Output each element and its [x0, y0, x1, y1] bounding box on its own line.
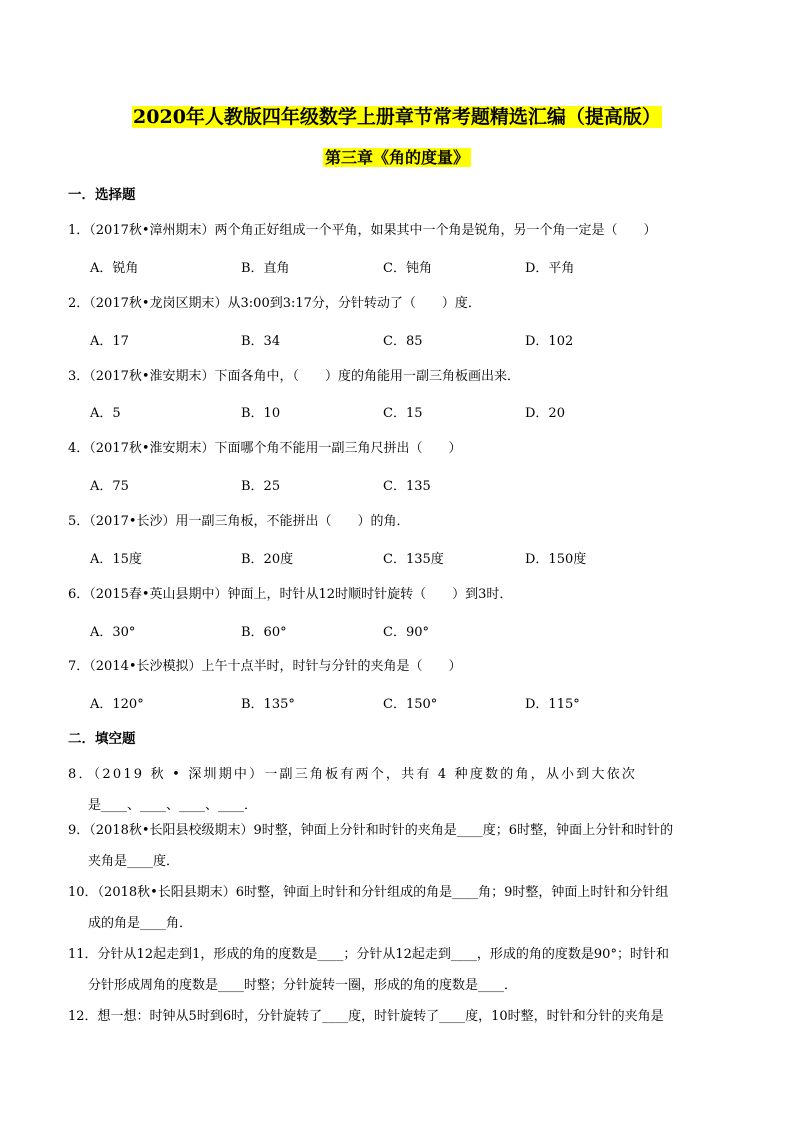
question-3-option-b: B．10 — [241, 406, 281, 421]
question-2-option-a: A．17 — [90, 334, 129, 349]
question-8-line-1: 8．（2019 秋 • 深圳期中）一副三角板有两个，共有 4 种度数的角，从小到大依次 — [68, 767, 638, 782]
question-7-option-b: B．135° — [241, 697, 295, 712]
question-4: 4．（2017秋•淮安期末）下面哪个角不能用一副三角尺拼出（ ） — [68, 441, 462, 456]
question-11-line-1: 11．分针从12起走到1，形成的角的度数是____；分针从12起走到____，形成的角的度数是90°；时针和 — [68, 947, 669, 962]
question-4-option-b: B．25 — [241, 479, 281, 494]
question-3-option-c: C．15 — [383, 406, 423, 421]
section-heading-fill: 二．填空题 — [68, 731, 136, 747]
question-5-option-c: C．135度 — [383, 552, 444, 567]
question-6-option-c: C．90° — [383, 625, 429, 640]
question-1-option-c: C．钝角 — [383, 261, 432, 276]
question-5-option-b: B．20度 — [241, 552, 294, 567]
question-10-line-1: 10．（2018秋•长阳县期末）6时整，钟面上时针和分针组成的角是____角；9时整，钟面上时针和分针组 — [68, 885, 669, 900]
question-9-line-1: 9．（2018秋•长阳县校级期末）9时整，钟面上分针和时针的夹角是____度；6时整，钟面上分针和时针的 — [68, 823, 674, 838]
chapter-title — [0, 147, 794, 169]
question-5-option-a: A．15度 — [90, 552, 142, 567]
document-title — [0, 104, 794, 130]
question-6: 6．（2015春•英山县期中）钟面上，时针从12时顺时针旋转（ ）到3时． — [68, 587, 513, 602]
question-2: 2．（2017秋•龙岗区期末）从3:00到3:17分，分针转动了（ ）度． — [68, 296, 481, 311]
question-2-option-d: D．102 — [525, 334, 574, 349]
section-heading-choice: 一．选择题 — [68, 187, 136, 203]
chapter-title-text: 第三章《角的度量》 — [324, 148, 469, 167]
question-7: 7．（2014•长沙模拟）上午十点半时，时针与分针的夹角是（ ） — [68, 659, 462, 674]
question-1-option-d: D．平角 — [525, 261, 575, 276]
question-6-option-a: A．30° — [90, 625, 136, 640]
question-9-line-2: 夹角是____度． — [88, 854, 180, 869]
question-8-line-2: 是____、____、____、____． — [88, 798, 258, 813]
question-7-option-c: C．150° — [383, 697, 438, 712]
question-6-option-b: B．60° — [241, 625, 287, 640]
question-5: 5．（2017•长沙）用一副三角板，不能拼出（ ）的角． — [68, 514, 410, 529]
question-2-option-c: C．85 — [383, 334, 423, 349]
question-12-line-1: 12．想一想：时钟从5时到6时，分针旋转了____度，时针旋转了____度，10时整，时针和分针的夹角是 — [68, 1009, 664, 1024]
question-2-option-b: B．34 — [241, 334, 281, 349]
question-1: 1．（2017秋•漳州期末）两个角正好组成一个平角，如果其中一个角是锐角，另一个角一定是（ ） — [68, 223, 657, 238]
question-3-option-d: D．20 — [525, 406, 565, 421]
question-1-option-a: A．锐角 — [90, 261, 139, 276]
question-7-option-a: A．120° — [90, 697, 144, 712]
question-3: 3．（2017秋•淮安期末）下面各角中，（ ）度的角能用一副三角板画出来． — [68, 369, 521, 384]
question-4-option-c: C．135 — [383, 479, 431, 494]
question-7-option-d: D．115° — [525, 697, 580, 712]
question-10-line-2: 成的角是____角． — [88, 916, 193, 931]
question-11-line-2: 分针形成周角的度数是____时整；分针旋转一圈，形成的角的度数是____． — [88, 978, 518, 993]
question-5-option-d: D．150度 — [525, 552, 587, 567]
question-3-option-a: A．5 — [90, 406, 121, 421]
question-1-option-b: B．直角 — [241, 261, 290, 276]
question-4-option-a: A．75 — [90, 479, 129, 494]
document-title-text: 2020年人教版四年级数学上册章节常考题精选汇编（提高版） — [133, 106, 661, 128]
